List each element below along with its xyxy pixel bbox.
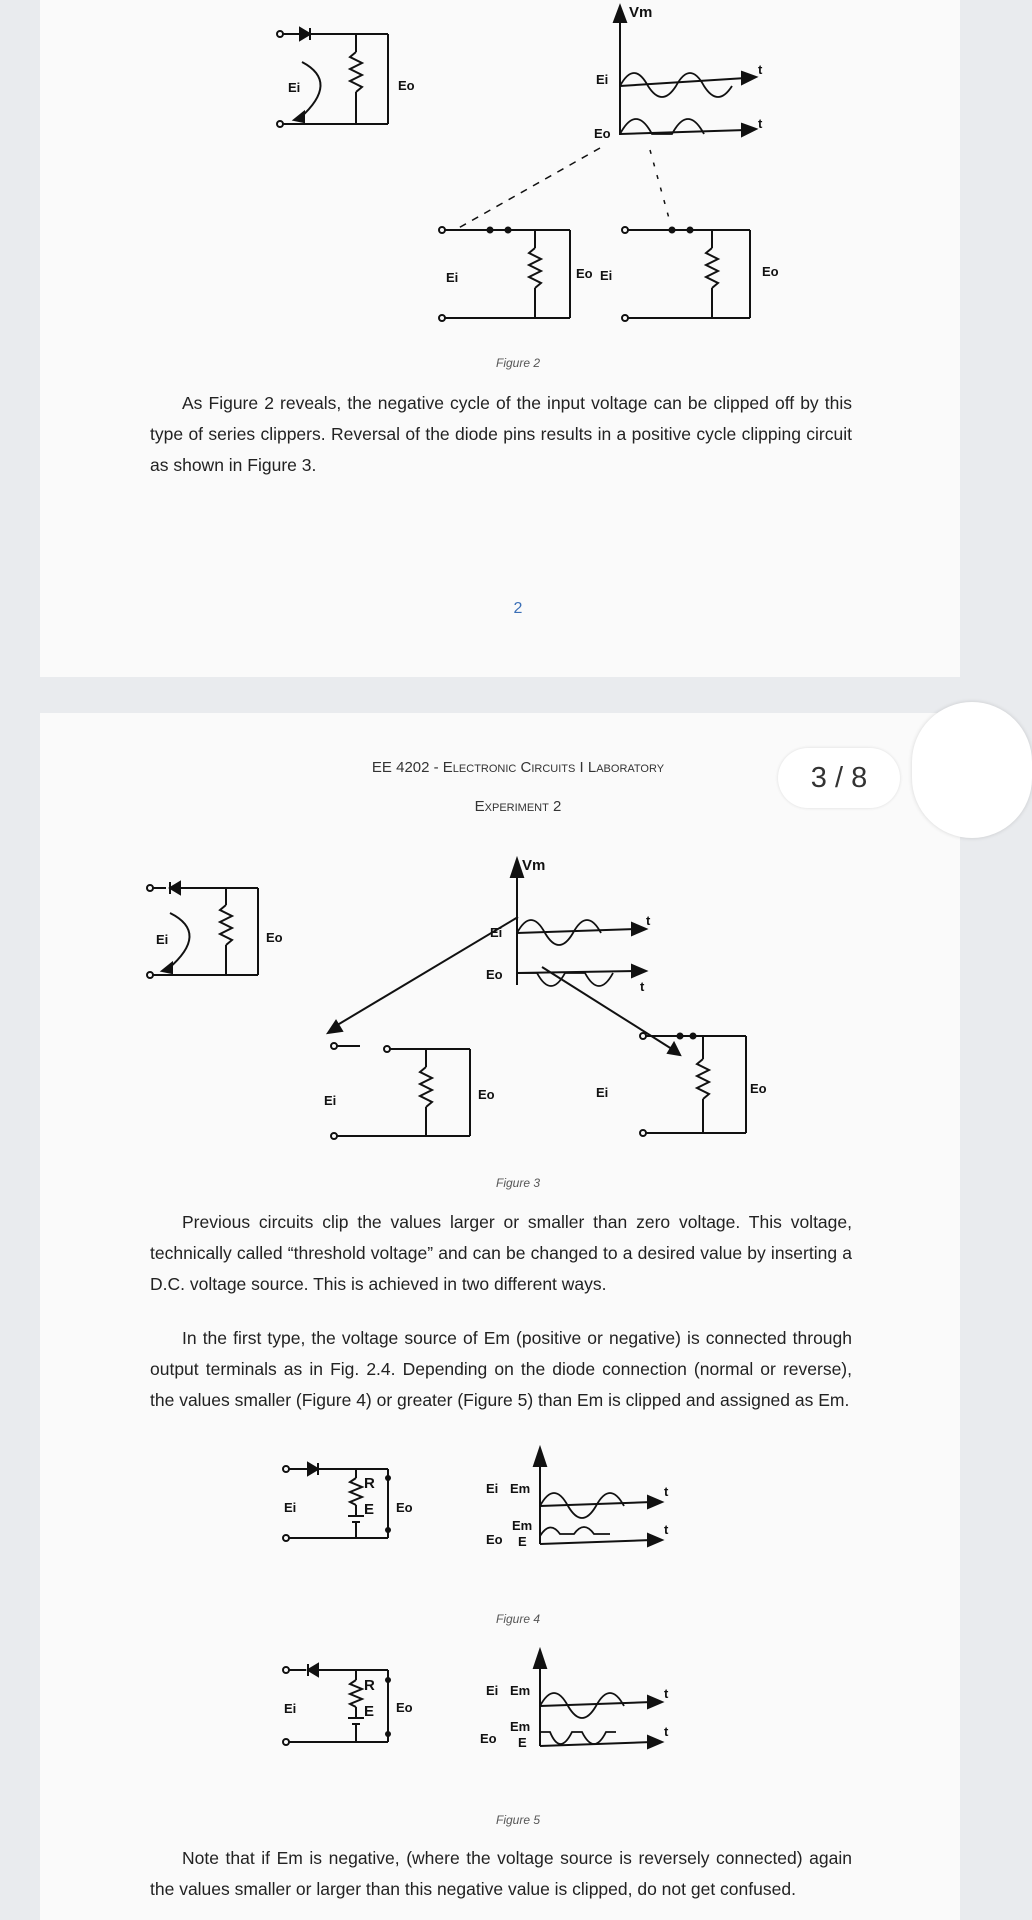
fig4-ei-label: Ei — [284, 1500, 297, 1515]
fig5-wave-eo-label: Eo — [480, 1731, 497, 1746]
fig2-wave-ei-label: Ei — [596, 72, 609, 87]
fig4-r-label: R — [364, 1475, 375, 1492]
fig3-wave-ei-label: Ei — [490, 925, 503, 940]
fig2-ei-label: Ei — [288, 80, 301, 95]
fig3-br-ei-label: Ei — [596, 1085, 609, 1100]
figure-5-caption: Figure 5 — [495, 1813, 541, 1827]
fig2-t-label-2: t — [758, 116, 763, 131]
figure-3 — [140, 853, 767, 1163]
fig4-wave-em-label: Em — [510, 1481, 531, 1496]
fig2-br-ei-label: Ei — [600, 268, 613, 283]
viewer-side-button[interactable] — [912, 702, 1032, 838]
page-header-experiment: Experiment 2 — [474, 798, 562, 815]
fig2-br-eo-label: Eo — [762, 264, 779, 279]
fig3-bl-eo-label: Eo — [478, 1087, 495, 1102]
fig3-t-label: t — [646, 913, 651, 928]
figure-4-caption: Figure 4 — [495, 1612, 541, 1626]
figure-4 — [280, 1448, 690, 1548]
fig5-wave-ei-label: Ei — [486, 1683, 499, 1698]
figure-5 — [280, 1648, 690, 1748]
fig5-r-label: R — [364, 1677, 375, 1694]
page-counter-badge: 3 / 8 — [778, 748, 900, 808]
page3-paragraph-2: In the first type, the voltage source of Em (positive or negative) is connected through output terminals as in Fig. 2.4. Depending on the diode connection (normal or reverse), the values smaller (Figure 4) or greater (Figure 5) than Em is clipped and assigned as Em. — [150, 1328, 852, 1410]
page3-paragraph-1: Previous circuits clip the values larger or smaller than zero voltage. This voltage, technically called “threshold voltage” and can be changed to a desired value by inserting a D.C. voltage source. This is achieved in two different ways. — [150, 1212, 852, 1294]
figure-2 — [280, 0, 800, 350]
fig2-eo-label: Eo — [398, 78, 415, 93]
fig3-vm-label: Vm — [522, 857, 546, 874]
fig4-wave-ei-label: Ei — [486, 1481, 499, 1496]
document-page-3 — [40, 713, 960, 1920]
fig2-vm-label: Vm — [629, 4, 653, 21]
fig3-eo-label: Eo — [266, 930, 283, 945]
fig5-t-label: t — [664, 1686, 669, 1701]
fig3-wave-eo-label: Eo — [486, 967, 503, 982]
document-page-2 — [40, 0, 960, 677]
fig5-wave-em-label-2: Em — [510, 1719, 531, 1734]
fig3-t-label-2: t — [640, 979, 645, 994]
fig2-bl-eo-label: Eo — [576, 266, 593, 281]
fig2-t-label: t — [758, 62, 763, 77]
fig4-wave-eo-label: Eo — [486, 1532, 503, 1547]
fig5-ei-label: Ei — [284, 1701, 297, 1716]
fig4-t-label-2: t — [664, 1522, 669, 1537]
fig3-ei-label: Ei — [156, 932, 169, 947]
fig4-wave-e-label: E — [518, 1534, 527, 1549]
page3-paragraph-3: Note that if Em is negative, (where the voltage source is reversely connected) again the values smaller or larger than this negative value is clipped, do not get confused. — [150, 1848, 852, 1899]
fig5-eo-label: Eo — [396, 1700, 413, 1715]
fig5-wave-em-label: Em — [510, 1683, 531, 1698]
fig4-t-label: t — [664, 1484, 669, 1499]
fig2-wave-eo-label: Eo — [594, 126, 611, 141]
page2-paragraph: As Figure 2 reveals, the negative cycle of the input voltage can be clipped off by this type of series clippers. Reversal of the diode pins results in a positive cycle clipping circuit as shown in Figure 3. — [150, 393, 852, 475]
fig4-wave-em-label-2: Em — [512, 1518, 533, 1533]
fig4-e-label: E — [364, 1501, 375, 1518]
figure-3-caption: Figure 3 — [495, 1176, 541, 1190]
fig4-eo-label: Eo — [396, 1500, 413, 1515]
page-header-course: EE 4202 - Electronic Circuits I Laboratory — [371, 759, 665, 776]
fig5-wave-e-label: E — [518, 1735, 527, 1750]
page-number: 2 — [513, 600, 523, 617]
fig5-e-label: E — [364, 1703, 375, 1720]
fig5-t-label-2: t — [664, 1724, 669, 1739]
fig2-bl-ei-label: Ei — [446, 270, 459, 285]
figure-2-caption: Figure 2 — [495, 356, 541, 370]
fig3-br-eo-label: Eo — [750, 1081, 767, 1096]
fig3-bl-ei-label: Ei — [324, 1093, 337, 1108]
